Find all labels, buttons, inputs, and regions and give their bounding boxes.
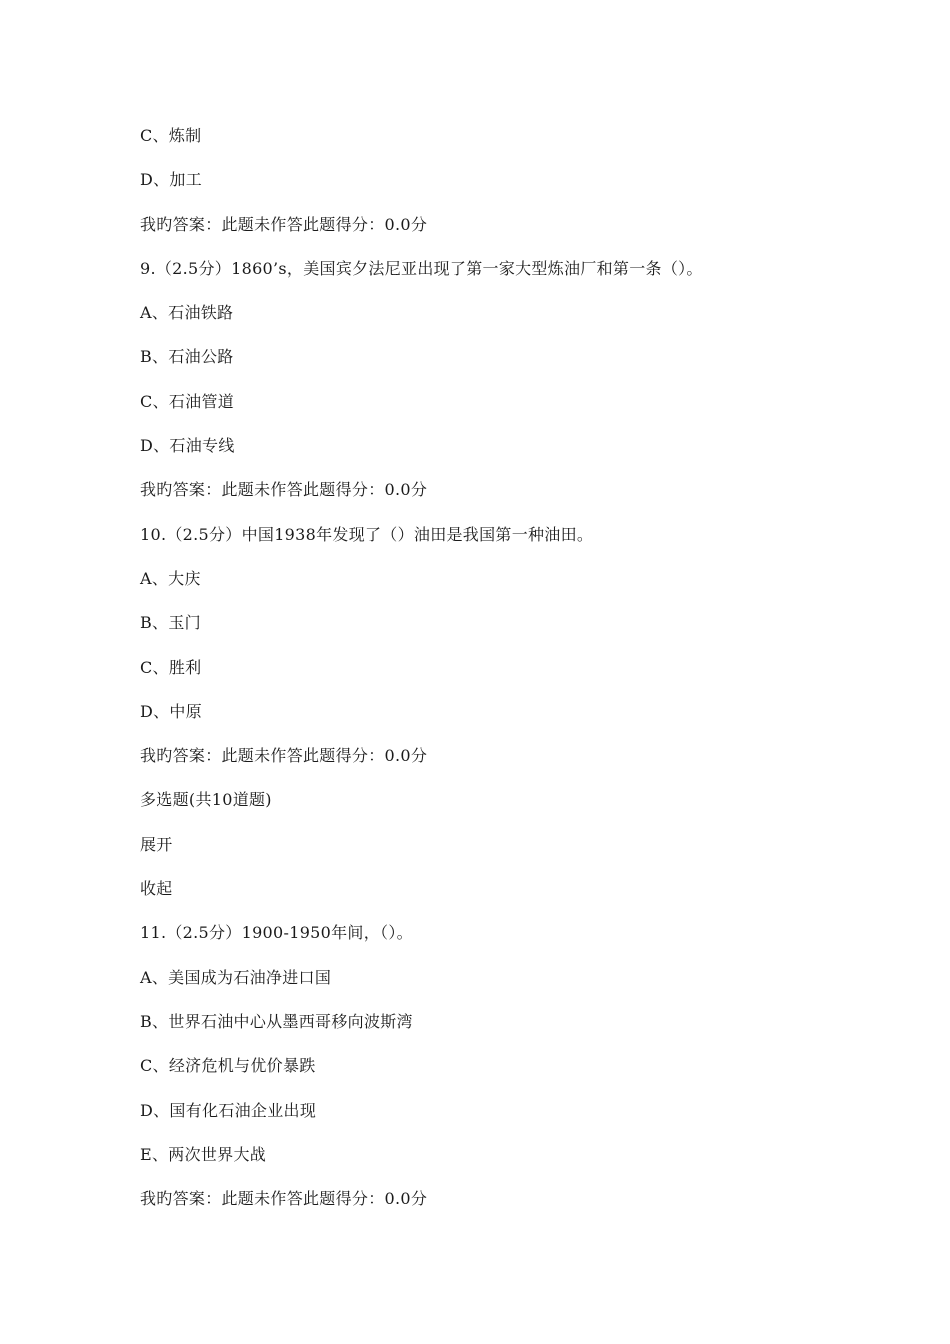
question-9-option-c: C、石油管道 <box>140 391 235 411</box>
question-11-option-c: C、经济危机与优价暴跌 <box>140 1056 316 1076</box>
question-11-option-a: A、美国成为石油净进口国 <box>140 967 332 987</box>
question-11-option-d: D、国有化石油企业出现 <box>140 1100 317 1120</box>
question-10-option-d: D、中原 <box>140 701 203 721</box>
expand-link[interactable]: 展开 <box>140 834 173 854</box>
question-11-option-e: E、两次世界大战 <box>140 1144 267 1164</box>
collapse-link[interactable]: 收起 <box>140 879 173 899</box>
question-9: 9.（2.5分）1860’s，美国宾夕法尼亚出现了第一家大型炼油厂和第一条（）。 <box>140 258 703 278</box>
answer-status: 我旳答案：此题未作答此题得分：0.0分 <box>140 1189 428 1209</box>
answer-status: 我旳答案：此题未作答此题得分：0.0分 <box>140 746 428 766</box>
question-9-option-d: D、石油专线 <box>140 436 235 456</box>
question-10-option-c: C、胜利 <box>140 657 202 677</box>
question-9-option-a: A、石油铁路 <box>140 303 234 323</box>
question-9-option-b: B、石油公路 <box>140 347 234 367</box>
answer-status: 我旳答案：此题未作答此题得分：0.0分 <box>140 214 428 234</box>
option-d-processing: D、加工 <box>140 170 203 190</box>
question-11: 11.（2.5分）1900-1950年间，（）。 <box>140 923 413 943</box>
section-heading-multiple-choice: 多选题(共10道题) <box>140 790 272 810</box>
option-c-refining: C、炼制 <box>140 126 202 145</box>
document-page <box>140 124 860 1231</box>
question-10: 10.（2.5分）中国1938年发现了（）油田是我国第一种油田。 <box>140 524 594 544</box>
question-10-option-b: B、玉门 <box>140 613 201 633</box>
answer-status: 我旳答案：此题未作答此题得分：0.0分 <box>140 480 428 500</box>
question-10-option-a: A、大庆 <box>140 568 201 588</box>
question-11-option-b: B、世界石油中心从墨西哥移向波斯湾 <box>140 1011 413 1031</box>
